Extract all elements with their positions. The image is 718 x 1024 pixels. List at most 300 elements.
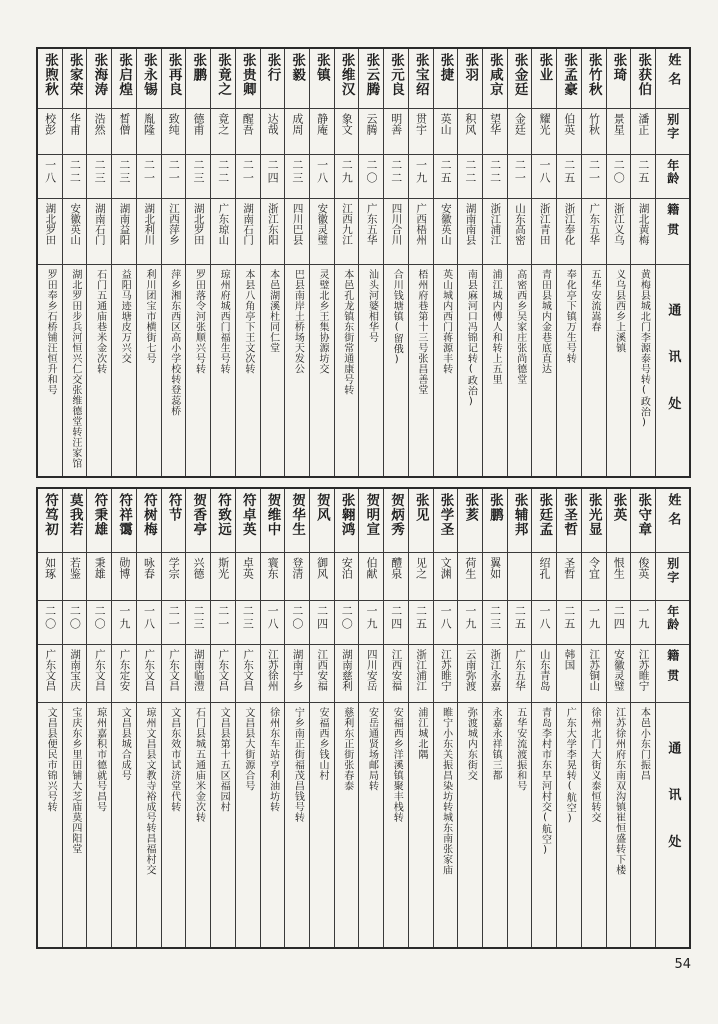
native-place-cell-text: 湖北罗田 [44, 203, 57, 245]
native-place-cell [285, 645, 309, 703]
age-cell [335, 601, 359, 645]
entry-column [63, 49, 88, 476]
native-place-cell [359, 645, 383, 703]
native-place-cell [211, 645, 235, 703]
name-cell-text: 张海涛 [91, 53, 108, 97]
name-cell [607, 49, 631, 109]
native-place-cell-text: 湖南益阳 [118, 203, 131, 245]
address-cell [384, 703, 408, 947]
age-cell-text: 二四 [612, 605, 626, 631]
courtesy-name-cell [409, 553, 433, 601]
native-place-cell-text: 江苏铜山 [588, 649, 601, 691]
entry-column [582, 489, 607, 947]
entry-column [38, 489, 63, 947]
entry-column [186, 489, 211, 947]
age-cell-text: 二二 [216, 159, 230, 185]
native-place-cell [409, 199, 433, 265]
name-cell [532, 49, 556, 109]
address-cell-text: 浦江城内傅人和转上五里 [490, 269, 502, 385]
age-cell [285, 155, 309, 199]
courtesy-name-cell [261, 109, 285, 155]
age-cell-text: 二三 [488, 605, 502, 631]
age-cell-text: 一九 [365, 605, 378, 631]
native-place-cell-text: 湖北黄梅 [637, 203, 650, 245]
courtesy-name-cell-text: 贯宇 [414, 113, 428, 135]
courtesy-name-cell [532, 109, 556, 155]
name-cell [236, 49, 260, 109]
name-cell [335, 49, 359, 109]
address-cell-text: 五华安流渡振和号 [514, 707, 526, 791]
entry-column [434, 49, 459, 476]
entry-column [458, 489, 483, 947]
entry-column [236, 49, 261, 476]
address-cell [261, 703, 285, 947]
address-cell [137, 703, 161, 947]
courtesy-name-cell-text: 御风 [315, 557, 329, 579]
native-place-cell [458, 199, 482, 265]
native-place-cell-text: 浙江义乌 [612, 203, 625, 245]
address-cell [532, 265, 556, 476]
age-cell [631, 155, 655, 199]
name-cell [434, 49, 458, 109]
name-cell-text: 张琦 [610, 53, 627, 82]
address-cell-text: 文昌县大街源合号 [242, 707, 254, 791]
courtesy-name-cell [63, 109, 87, 155]
courtesy-name-cell-text: 寰东 [266, 557, 280, 579]
name-cell-text: 贺维中 [264, 493, 281, 537]
address-cell [236, 703, 260, 947]
header-courtesy-name [656, 553, 689, 601]
age-cell [359, 601, 383, 645]
name-cell-text: 张辅邦 [511, 493, 528, 537]
address-cell-text: 本邑孔龙镇东街常通康号转 [341, 269, 353, 395]
name-cell [236, 489, 260, 553]
age-cell [162, 155, 186, 199]
name-cell-text: 张毅 [289, 53, 306, 82]
address-cell-text: 灵璧北乡王集协源坊交 [317, 269, 329, 374]
courtesy-name-cell [38, 553, 62, 601]
age-cell [335, 155, 359, 199]
address-cell-text: 萍乡湘东西区高小学校转登蕊桥 [168, 269, 180, 416]
native-place-cell [87, 199, 111, 265]
age-cell [508, 155, 532, 199]
age-cell [458, 155, 482, 199]
name-cell [38, 489, 62, 553]
courtesy-name-cell-text: 醴泉 [389, 557, 403, 579]
courtesy-name-cell [285, 553, 309, 601]
address-cell-text: 梧州府巷第十三号张昌善堂 [415, 269, 427, 395]
courtesy-name-cell-text: 竹秋 [587, 113, 601, 135]
age-cell [112, 155, 136, 199]
native-place-cell [532, 199, 556, 265]
courtesy-name-cell [409, 109, 433, 155]
courtesy-name-cell [236, 109, 260, 155]
age-cell-text: 一八 [538, 159, 552, 185]
age-cell-text: 二一 [587, 159, 601, 185]
age-cell [211, 601, 235, 645]
courtesy-name-cell [458, 109, 482, 155]
name-cell [532, 489, 556, 553]
native-place-cell [137, 645, 161, 703]
native-place-cell-text: 湖南石门 [242, 203, 255, 245]
entry-column [112, 49, 137, 476]
name-cell-text: 张翱鸿 [338, 493, 355, 537]
age-cell-text: 一八 [142, 605, 156, 631]
age-cell-text: 一九 [117, 605, 131, 631]
courtesy-name-cell-text: 学宗 [167, 557, 181, 579]
age-cell-text: 二〇 [93, 605, 107, 631]
address-cell [285, 265, 309, 476]
courtesy-name-cell [582, 109, 606, 155]
courtesy-name-cell [211, 553, 235, 601]
address-cell-text: 湖北罗田步兵河恒兴仁交张维德堂转汪家馆 [69, 269, 81, 469]
courtesy-name-cell [236, 553, 260, 601]
native-place-cell [285, 199, 309, 265]
name-cell [162, 49, 186, 109]
native-place-cell-text: 广东文昌 [217, 649, 230, 691]
age-cell [532, 155, 556, 199]
courtesy-name-cell-text: 安泊 [340, 557, 354, 579]
address-cell-text: 合川钱塘镇(留俄) [391, 269, 403, 366]
courtesy-name-cell [434, 109, 458, 155]
age-cell [112, 601, 136, 645]
name-cell-text: 张廷孟 [536, 493, 553, 537]
native-place-cell [582, 199, 606, 265]
name-cell-text: 张学圣 [437, 493, 454, 537]
courtesy-name-cell-text: 金廷 [513, 113, 527, 135]
courtesy-name-cell [607, 553, 631, 601]
address-cell [112, 703, 136, 947]
courtesy-name-cell-text: 斯光 [216, 557, 230, 579]
name-cell [63, 489, 87, 553]
courtesy-name-cell-text: 致纯 [167, 113, 181, 135]
courtesy-name-cell-text: 令宜 [587, 557, 601, 579]
native-place-cell-text: 浙江浦江 [415, 649, 428, 691]
name-cell-text: 张咸京 [486, 53, 503, 97]
native-place-cell [38, 199, 62, 265]
courtesy-name-cell [112, 109, 136, 155]
name-cell-text: 贺炳秀 [388, 493, 405, 537]
courtesy-name-cell-text: 兴德 [191, 557, 205, 579]
age-cell-text: 一八 [266, 605, 280, 631]
name-cell [631, 49, 655, 109]
address-cell-text: 义乌县西乡上溪镇 [613, 269, 625, 353]
entry-column [384, 489, 409, 947]
entry-column [38, 49, 63, 476]
native-place-cell-text: 广东文昌 [44, 649, 57, 691]
age-cell-text: 二二 [68, 159, 82, 185]
age-cell-text: 一九 [636, 605, 650, 631]
courtesy-name-cell-text: 竟之 [216, 113, 230, 135]
courtesy-name-cell [508, 109, 532, 155]
age-cell [409, 155, 433, 199]
native-place-cell [384, 645, 408, 703]
address-cell [63, 703, 87, 947]
name-cell-text: 张守章 [635, 493, 652, 537]
address-cell-text: 琼州嘉积市德就号昌号 [94, 707, 106, 812]
header-name [656, 489, 689, 553]
native-place-cell [631, 199, 655, 265]
name-cell-text: 张云腾 [363, 53, 380, 97]
courtesy-name-cell [557, 109, 581, 155]
age-cell-text: 二三 [241, 605, 255, 631]
name-cell-text: 张维汉 [338, 53, 355, 97]
address-cell [186, 703, 210, 947]
entry-column [335, 489, 360, 947]
courtesy-name-cell [137, 109, 161, 155]
age-cell [532, 601, 556, 645]
entry-column [508, 489, 533, 947]
courtesy-name-cell-text: 静庵 [315, 113, 329, 135]
age-cell-text: 二三 [117, 159, 131, 185]
entry-column [261, 489, 286, 947]
courtesy-name-cell [87, 109, 111, 155]
age-cell [483, 155, 507, 199]
native-place-cell [87, 645, 111, 703]
courtesy-name-cell-text: 见之 [414, 557, 428, 579]
entry-column [63, 489, 88, 947]
name-cell-text: 张竟之 [215, 53, 231, 97]
address-cell-text: 宝庆东乡里田铺大芝庙莫四阳堂 [69, 707, 81, 854]
courtesy-name-cell-text: 卓英 [241, 557, 255, 579]
address-cell-text: 弥渡城内东街交 [465, 707, 477, 781]
age-cell [582, 601, 606, 645]
age-cell [38, 601, 62, 645]
courtesy-name-cell-text: 绍孔 [538, 557, 552, 579]
native-place-cell-text: 山东青岛 [538, 649, 551, 691]
address-cell-text: 青岛李村市东早河村交(航空) [539, 707, 551, 856]
native-place-cell-text: 四川安岳 [365, 649, 378, 691]
name-cell [261, 489, 285, 553]
address-cell-text: 青田县城内金巷底直达 [539, 269, 551, 374]
address-cell-text: 安福西乡钱山村 [317, 707, 329, 781]
name-cell [186, 489, 210, 553]
courtesy-name-cell-text: 德甫 [191, 113, 205, 135]
native-place-cell [557, 199, 581, 265]
courtesy-name-cell [631, 109, 655, 155]
native-place-cell [631, 645, 655, 703]
header-native-place-text: 籍贯 [665, 649, 680, 689]
courtesy-name-cell [631, 553, 655, 601]
native-place-cell [162, 199, 186, 265]
age-cell [557, 155, 581, 199]
courtesy-name-cell-text: 潘正 [636, 113, 650, 135]
native-place-cell-text: 江西萍乡 [167, 203, 180, 245]
address-cell-text: 琼州府城西门福生号转 [218, 269, 230, 374]
name-cell-text: 张见 [412, 493, 429, 522]
address-cell [631, 265, 655, 476]
name-cell-text: 张竹秋 [585, 53, 602, 97]
address-cell-text: 本邑小东门振昌 [638, 707, 650, 781]
address-cell [335, 703, 359, 947]
address-cell-text: 安岳通贤场邮局转 [366, 707, 378, 791]
native-place-cell-text: 云南弥渡 [464, 649, 477, 691]
age-cell [63, 155, 87, 199]
courtesy-name-cell-text: 登清 [290, 557, 304, 579]
native-place-cell-text: 安徽灵璧 [612, 649, 625, 691]
native-place-cell-text: 广东文昌 [167, 649, 180, 691]
name-cell [112, 489, 136, 553]
native-place-cell-text: 江西九江 [341, 203, 354, 245]
native-place-cell [137, 199, 161, 265]
name-cell-text: 张鹏 [190, 53, 207, 82]
age-cell [458, 601, 482, 645]
name-cell [137, 489, 161, 553]
age-cell-text: 二一 [167, 605, 181, 631]
address-cell-text: 文昌东效市试济堂代转 [168, 707, 180, 812]
native-place-cell-text: 广东五华 [365, 203, 378, 245]
courtesy-name-cell [310, 553, 334, 601]
courtesy-name-cell [137, 553, 161, 601]
name-cell-text: 贺香亭 [190, 493, 207, 537]
native-place-cell [335, 199, 359, 265]
courtesy-name-cell-text: 华甫 [68, 113, 82, 135]
courtesy-name-cell [335, 553, 359, 601]
native-place-cell [508, 645, 532, 703]
native-place-cell [63, 645, 87, 703]
entry-column [310, 489, 335, 947]
age-cell [285, 601, 309, 645]
name-cell [458, 489, 482, 553]
address-cell [285, 703, 309, 947]
name-cell [211, 489, 235, 553]
address-cell [458, 703, 482, 947]
courtesy-name-cell-text: 成周 [290, 113, 304, 135]
entry-column [137, 49, 162, 476]
name-cell [434, 489, 458, 553]
name-cell-text: 符秉雄 [91, 493, 108, 537]
address-cell-text: 文昌县城合成号 [119, 707, 131, 781]
age-cell-text: 二五 [562, 605, 576, 631]
name-cell-text: 张羽 [462, 53, 479, 82]
entry-column [162, 49, 187, 476]
entry-column [483, 489, 508, 947]
header-native-place-text: 籍贯 [665, 203, 680, 243]
name-cell-text: 张贵卿 [239, 53, 256, 97]
address-cell [211, 703, 235, 947]
name-cell-text: 符节 [165, 493, 182, 522]
native-place-cell-text: 湖北利川 [143, 203, 156, 245]
entry-column [261, 49, 286, 476]
courtesy-name-cell-text: 英山 [439, 113, 453, 135]
age-cell [236, 601, 260, 645]
native-place-cell-text: 广东文昌 [93, 649, 106, 691]
address-cell-text: 奉化亭下镇万生号转 [564, 269, 576, 364]
native-place-cell [434, 199, 458, 265]
name-cell-text: 符树梅 [140, 493, 157, 537]
name-cell [483, 49, 507, 109]
entry-column [186, 49, 211, 476]
native-place-cell-text: 广西梧州 [415, 203, 428, 245]
name-cell [458, 49, 482, 109]
native-place-cell-text: 湖南宝庆 [69, 649, 82, 691]
address-cell-text: 本邑湖溪杜同仁堂 [267, 269, 279, 353]
address-cell-text: 石门县城五通庙米金次转 [193, 707, 205, 823]
native-place-cell-text: 江西安福 [316, 649, 329, 691]
native-place-cell-text: 广东文昌 [143, 649, 156, 691]
name-cell-text: 贺风 [313, 493, 330, 522]
age-cell [87, 155, 111, 199]
header-name-text: 姓名 [665, 53, 681, 91]
name-cell [409, 49, 433, 109]
name-cell-text: 张业 [536, 53, 553, 82]
age-cell-text: 二一 [241, 159, 255, 185]
native-place-cell [211, 199, 235, 265]
age-cell [38, 155, 62, 199]
address-cell [236, 265, 260, 476]
name-cell-text: 张荄 [462, 493, 479, 522]
age-cell-text: 二五 [636, 159, 650, 185]
header-column [656, 49, 689, 476]
header-address [656, 703, 689, 947]
native-place-cell [236, 645, 260, 703]
header-native-place [656, 645, 689, 703]
courtesy-name-cell [38, 109, 62, 155]
name-cell [137, 49, 161, 109]
age-cell [87, 601, 111, 645]
address-cell-text: 琼州文昌县文教寺裕成号转昌福村交 [144, 707, 156, 875]
courtesy-name-cell-text: 如琢 [43, 557, 57, 579]
courtesy-name-cell [87, 553, 111, 601]
courtesy-name-cell [261, 553, 285, 601]
address-cell [582, 265, 606, 476]
name-cell [607, 489, 631, 553]
name-cell-text: 莫我若 [66, 493, 83, 537]
courtesy-name-cell-text: 景星 [612, 113, 626, 135]
address-cell-text: 浦江城北隅 [415, 707, 427, 760]
age-cell [557, 601, 581, 645]
name-cell [310, 489, 334, 553]
address-cell [137, 265, 161, 476]
native-place-cell-text: 浙江奉化 [563, 203, 576, 245]
entry-column [112, 489, 137, 947]
name-cell [87, 489, 111, 553]
native-place-cell [582, 645, 606, 703]
native-place-cell-text: 韩国 [563, 649, 576, 670]
native-place-cell [261, 645, 285, 703]
courtesy-name-cell-text: 翼如 [488, 557, 502, 579]
courtesy-name-cell-text: 圣哲 [562, 557, 576, 579]
native-place-cell-text: 江苏徐州 [266, 649, 279, 691]
courtesy-name-cell [458, 553, 482, 601]
courtesy-name-cell [186, 109, 210, 155]
name-cell [508, 489, 532, 553]
address-cell-text: 英山城内西门蒋源丰转 [440, 269, 452, 374]
courtesy-name-cell-text: 耀光 [538, 113, 552, 135]
address-cell-text: 徐州北门大街义泰恒转交 [588, 707, 600, 823]
native-place-cell [261, 199, 285, 265]
courtesy-name-cell-text: 勋博 [117, 557, 131, 579]
native-place-cell [112, 645, 136, 703]
header-courtesy-name-text: 别字 [665, 557, 680, 585]
courtesy-name-cell-text: 胤隆 [142, 113, 156, 135]
address-cell-text: 文昌县第十五区福园村 [218, 707, 230, 812]
courtesy-name-cell-text: 伯献 [365, 557, 378, 579]
directory-table-bottom [36, 487, 691, 949]
name-cell [384, 49, 408, 109]
entry-column [285, 489, 310, 947]
address-cell [483, 265, 507, 476]
name-cell [359, 49, 383, 109]
age-cell [162, 601, 186, 645]
age-cell-text: 一八 [315, 159, 329, 185]
age-cell-text: 一八 [43, 159, 57, 185]
name-cell [483, 489, 507, 553]
native-place-cell [310, 199, 334, 265]
native-place-cell-text: 广东文昌 [242, 649, 255, 691]
age-cell [409, 601, 433, 645]
native-place-cell [607, 199, 631, 265]
